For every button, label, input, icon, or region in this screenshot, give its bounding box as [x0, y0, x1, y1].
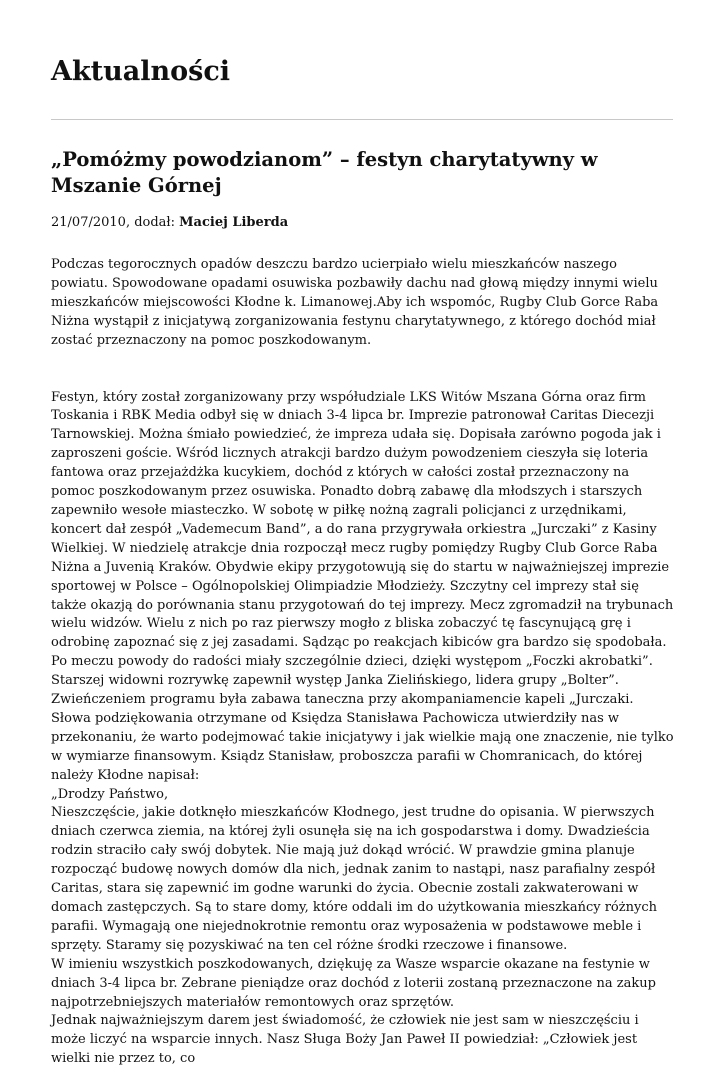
article-date: 21/07/2010: [51, 215, 126, 230]
body-paragraph: W imieniu wszystkich poszkodowanych, dziękuję za Wasze wsparcie okazane na festynie w dniach 3-4 lipca br. Zebrane pieniądze oraz dochód z loterii zostaną przeznaczone na zakup najpotrzebniejszych materiałów remontowych oraz sprzętów.: [51, 956, 656, 1010]
body-paragraph: Festyn, który został zorganizowany przy współudziale LKS Witów Mszana Górna oraz firm Toskania i RBK Media odbył się w dniach 3-4 lipca br. Imprezie patronował Caritas Diecezji Tarnowskiej. Można śmiało powiedzieć, że impreza udała się. Dopisała zarówno pogoda jak i zaproszeni goście. Wśród licznych atrakcji bardzo dużym powodzeniem cieszyła się loteria fantowa oraz przejażdżka kucykiem, dochód z których w całości został przeznaczony na pomoc poszkodowanym przez osuwiska. Ponadto dobrą zabawę dla młodszych i starszych zapewniło wesołe miasteczko. W sobotę w piłkę nożną zagrali policjanci z urzędnikami, koncert dał zespół „Vademecum Band”, a do rana przygrywała orkiestra „Jurczaki” z Kasiny Wielkiej. W niedzielę atrakcje dnia rozpoczął mecz rugby pomiędzy Rugby Club Gorce Raba Niżna a Juvenią Kraków. Obydwie ekipy przygotowują się do startu w najważniejszej imprezie sportowej w Polsce – Ogólnopolskiej Olimpiadzie Młodzieży. Szczytny cel imprezy stał się także okazją do porównania stanu przygotowań do tej imprezy. Mecz zgromadził na trybunach wielu widzów. Wielu z nich po raz pierwszy mogło z bliska zobaczyć tę fascynującą grę i odrobinę zapoznać się z jej zasadami. Sądząc po reakcjach kibiców gra bardzo się spodobała. Po meczu powody do radości miały szczególnie dzieci, dzięki występom „Foczki akrobatki”. Starszej widowni rozrywkę zapewnił występ Janka Zielińskiego, lidera grupy „Bolter”. Zwieńczeniem programu była zabawa taneczna przy akompaniamencie kapeli „Jurczaki.: [51, 389, 674, 708]
letter-greeting: „Drodzy Państwo,: [51, 786, 169, 802]
intro-paragraph: Podczas tegorocznych opadów deszczu bardzo ucierpiało wielu mieszkańców naszego powiatu. Spowodowane opadami osuwiska pozbawiły dachu nad głową między innymi wielu mieszkańców miejscowości Kłodne k. Limanowej.Aby ich wspomóc, Rugby Club Gorce Raba Niżna wystąpił z inicjatywą zorganizowania festynu charytatywnego, z którego dochód miał zostać przeznaczony na pomoc poszkodowanym.: [51, 257, 659, 348]
article-title: „Pomóżmy powodzianom” – festyn charytatywny w Mszanie Górnej: [51, 148, 598, 197]
article-body: [51, 256, 676, 1069]
paragraph-spacer: [51, 370, 676, 389]
article-meta: [51, 213, 288, 233]
paragraph-spacer: [51, 351, 676, 370]
section-title: Aktualności: [51, 56, 231, 87]
body-paragraph: Słowa podziękowania otrzymane od Księdza Stanisława Pachowicza utwierdziły nas w przekonaniu, że warto podejmować takie inicjatywy i jak wielkie mają one znaczenie, nie tylko w wymiarze finansowym. Ksiądz Stanisław, proboszcza parafii w Chomranicach, do której należy Kłodne napisał:: [51, 710, 674, 783]
body-paragraph: Jednak najważniejszym darem jest świadomość, że człowiek nie jest sam w nieszczęściu i może liczyć na wsparcie innych. Nasz Sługa Boży Jan Paweł II powiedział: „Człowiek jest wielki nie przez to, co: [51, 1013, 639, 1067]
article-author: Maciej Liberda: [179, 215, 289, 230]
body-paragraph: Nieszczęście, jakie dotknęło mieszkańców Kłodnego, jest trudne do opisania. W pierwszych dniach czerwca ziemia, na której żyli osunęła się na ich gospodarstwa i domy. Dwadzieścia rodzin straciło cały swój dobytek. Nie mają już dokąd wrócić. W prawdzie gmina planuje rozpocząć budowę nowych domów dla nich, jednak zanim to nastąpi, nasz parafialny zespół Caritas, stara się zapewnić im godne warunki do życia. Obecnie zostali zakwaterowani w domach zastępczych. Są to stare domy, które oddali im do użytkowania mieszkańcy różnych parafii. Wymagają one niejednokrotnie remontu oraz wyposażenia w podstawowe meble i sprzęty. Staramy się pozyskiwać na ten cel różne środki rzeczowe i finansowe.: [51, 805, 657, 953]
divider: [51, 119, 673, 120]
added-by-label: , dodał:: [125, 215, 180, 230]
